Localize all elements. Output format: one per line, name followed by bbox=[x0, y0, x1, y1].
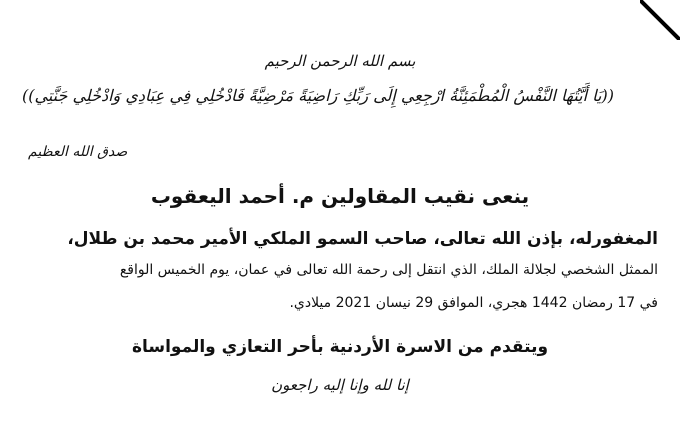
body-text-line-1: الممثل الشخصي لجلالة الملك، الذي انتقل إلى رحمة الله تعالى في عمان، يوم الخميس الواقع bbox=[119, 262, 658, 278]
basmala: بسم الله الرحمن الرحيم bbox=[264, 52, 416, 70]
mourning-ribbon-icon bbox=[640, 0, 680, 40]
deceased-name-line: المغفورله، بإذن الله تعالى، صاحب السمو الملكي الأمير محمد بن طلال، bbox=[67, 229, 658, 249]
sadaq-allah: صدق الله العظيم bbox=[28, 144, 128, 160]
body-text-line-2: في 17 رمضان 1442 هجري، الموافق 29 نيسان 2021 ميلادي. bbox=[289, 295, 658, 311]
mourns-heading: ينعى نقيب المقاولين م. أحمد اليعقوب bbox=[150, 184, 530, 208]
quran-verse: ((يَا أَيَّتُهَا النَّفْسُ الْمُطْمَئِنَّةُ ارْجِعِي إِلَى رَبِّكِ رَاضِيَةً مَرْضِيَّةً فَادْخُلِي فِي عِبَادِي وَادْخُلِي جَنَّتِي)) bbox=[22, 86, 614, 105]
condolence-line: ويتقدم من الاسرة الأردنية بأحر التعازي والمواساة bbox=[131, 337, 549, 357]
inna-lillah: إنا لله وإنا إليه راجعون bbox=[271, 376, 409, 394]
